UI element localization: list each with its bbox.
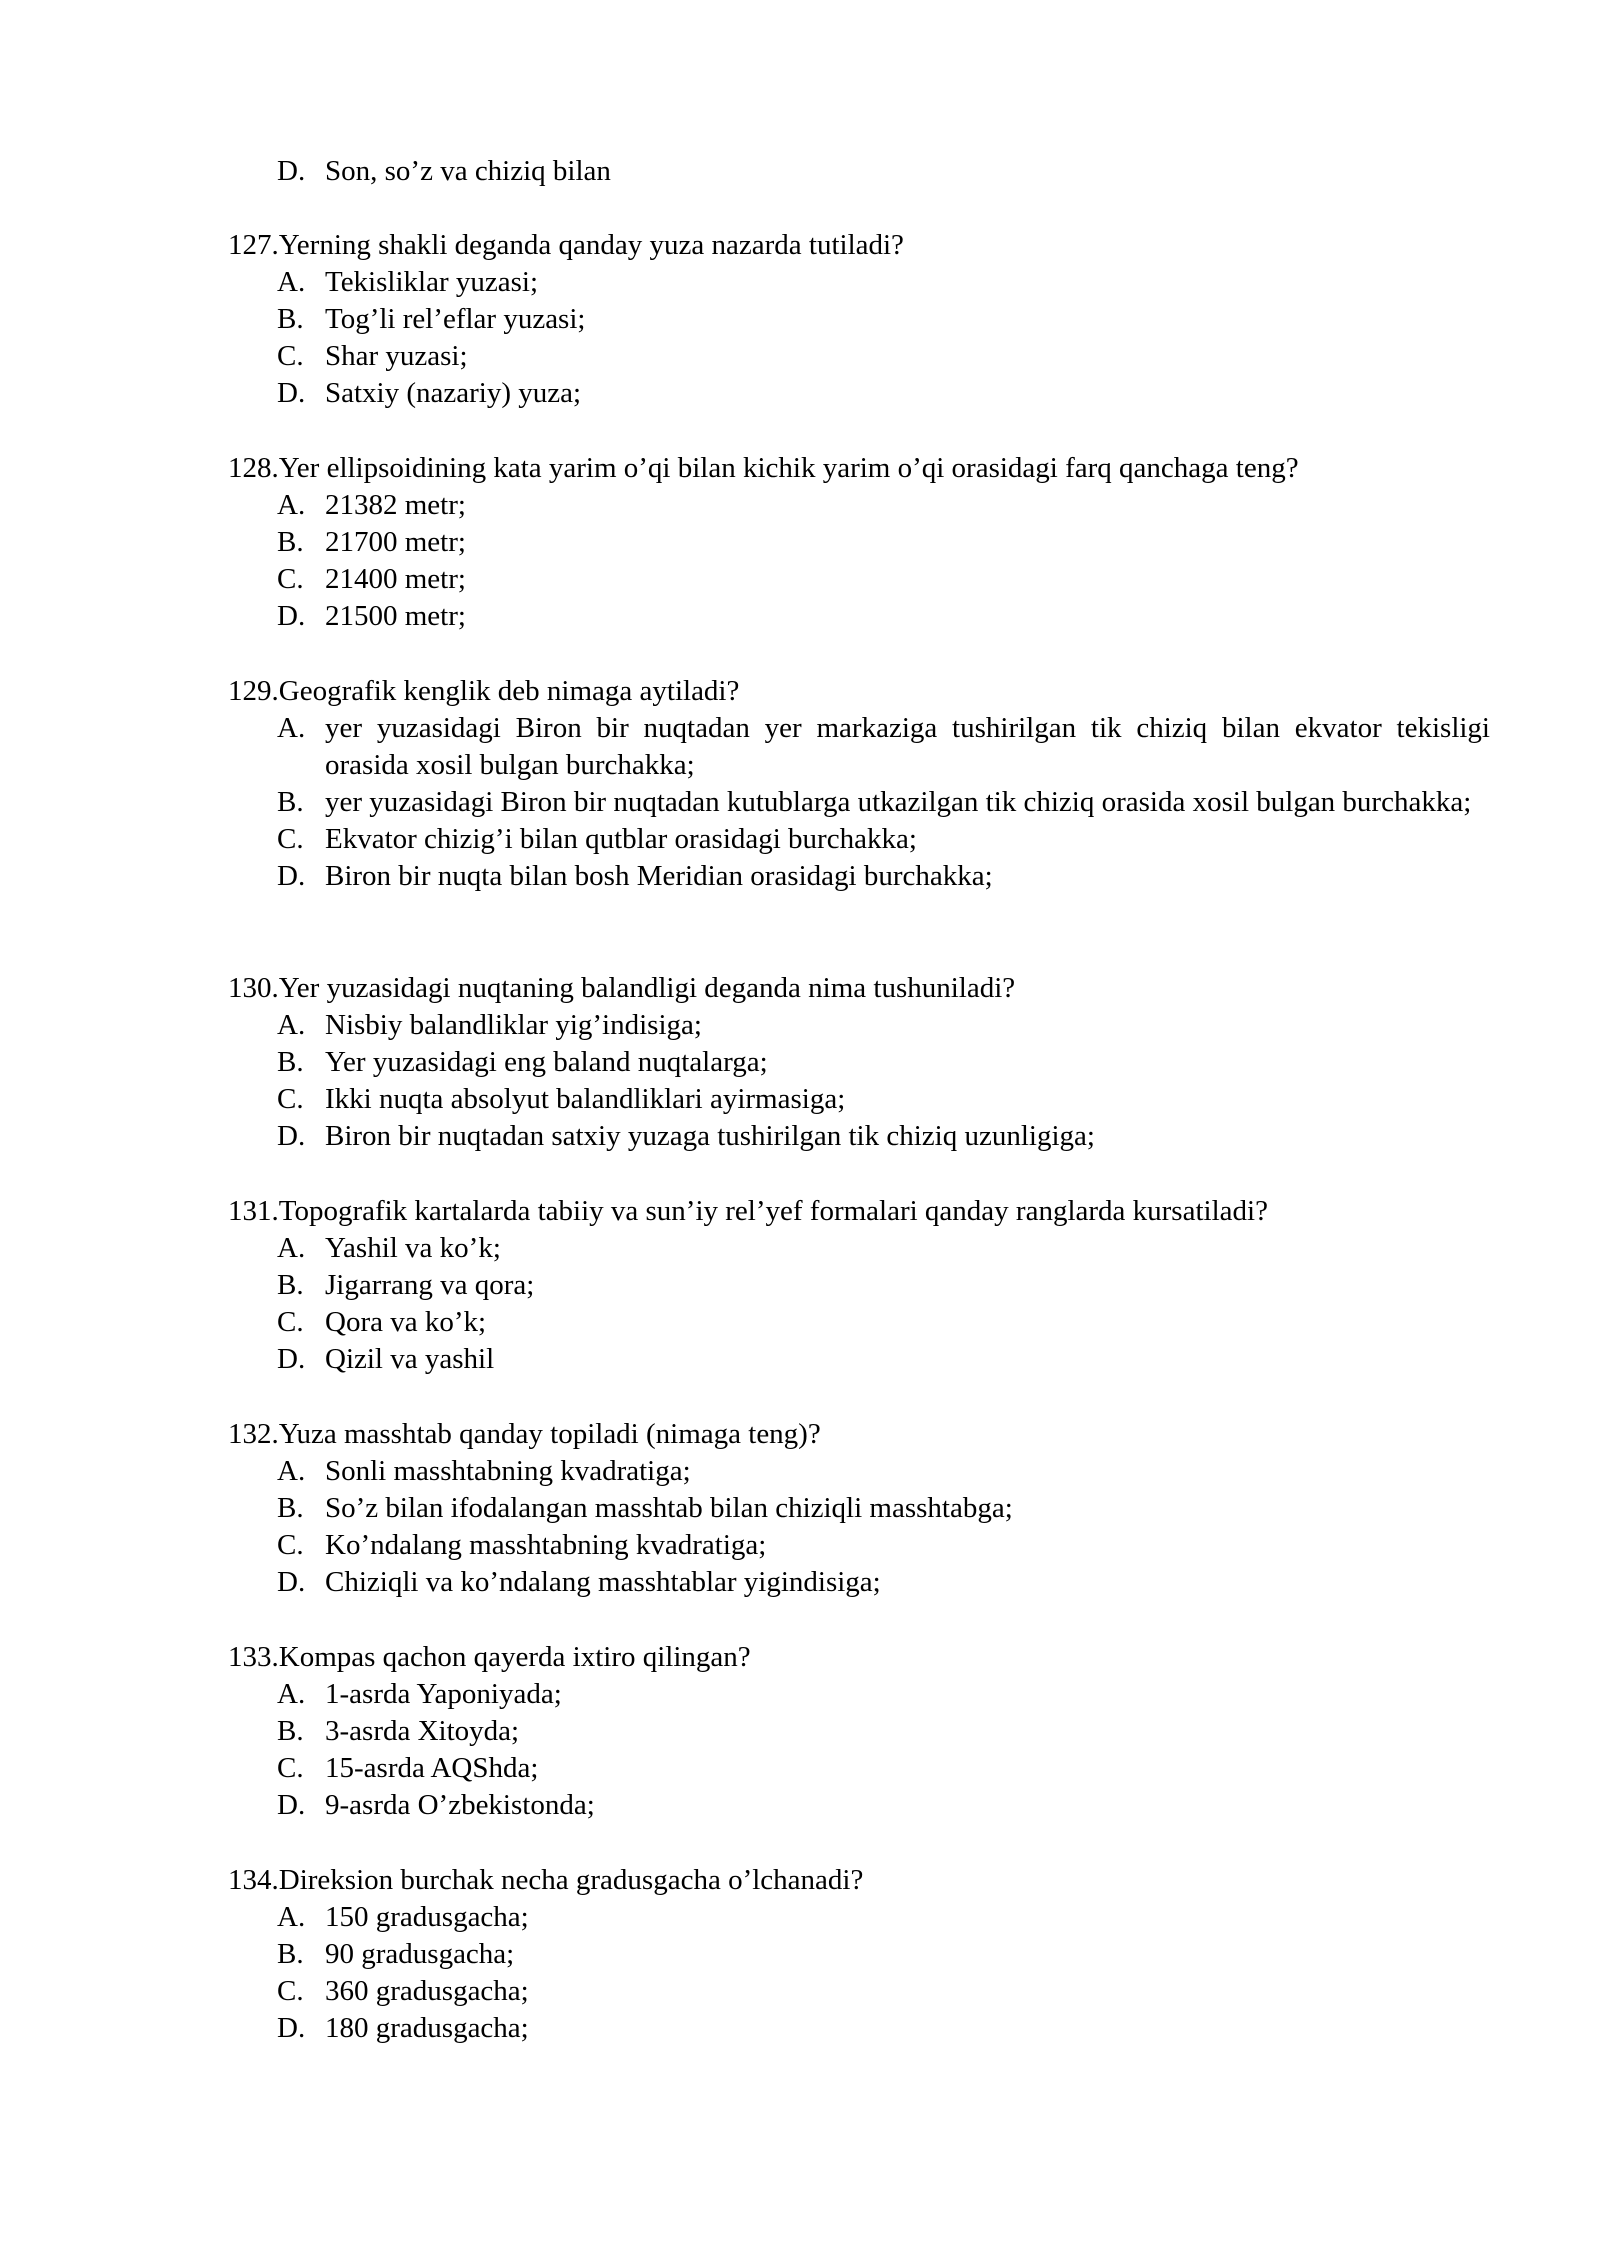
option-item	[228, 1341, 1490, 1378]
option-text: Qizil va yashil	[325, 1343, 495, 1375]
option-letter: B.	[277, 1046, 304, 1078]
option-letter: A.	[277, 1901, 306, 1933]
option-item	[228, 153, 1490, 190]
option-letter: A.	[277, 712, 306, 744]
question-132	[228, 1416, 1490, 1601]
option-item	[228, 1267, 1490, 1304]
option-item	[228, 1118, 1490, 1155]
option-text: Ko’ndalang masshtabning kvadratiga;	[325, 1529, 767, 1561]
options-list	[228, 264, 1490, 412]
option-letter: A.	[277, 1455, 306, 1487]
option-text: 9-asrda O’zbekistonda;	[325, 1789, 595, 1821]
question-133	[228, 1639, 1490, 1824]
option-text: Tekisliklar yuzasi;	[325, 266, 538, 298]
question-134	[228, 1862, 1490, 2047]
option-text: 150 gradusgacha;	[325, 1901, 529, 1933]
option-letter: A.	[277, 489, 306, 521]
option-text: 3-asrda Xitoyda;	[325, 1715, 520, 1747]
options-list	[228, 1007, 1490, 1155]
options-list	[228, 487, 1490, 635]
options-list	[228, 710, 1490, 895]
option-letter: C.	[277, 1752, 304, 1784]
option-item	[228, 858, 1490, 895]
option-item	[228, 1490, 1490, 1527]
option-item	[228, 1527, 1490, 1564]
option-text: Ekvator chizig’i bilan qutblar orasidagi burchakka;	[325, 823, 917, 855]
options-list	[228, 1453, 1490, 1601]
option-letter: B.	[277, 1715, 304, 1747]
option-letter: C.	[277, 1975, 304, 2007]
option-item	[228, 821, 1490, 858]
option-item	[228, 1713, 1490, 1750]
option-item	[228, 1750, 1490, 1787]
option-text: Yashil va ko’k;	[325, 1232, 501, 1264]
option-item	[228, 375, 1490, 412]
option-letter: B.	[277, 526, 304, 558]
option-text: 1-asrda Yaponiyada;	[325, 1678, 562, 1710]
option-item	[228, 1787, 1490, 1824]
option-letter: D.	[277, 860, 306, 892]
option-text: 21700 metr;	[325, 526, 466, 558]
option-letter: C.	[277, 1083, 304, 1115]
option-letter: B.	[277, 303, 304, 335]
option-text: Sonli masshtabning kvadratiga;	[325, 1455, 691, 1487]
options-list	[228, 1676, 1490, 1824]
option-item	[228, 784, 1490, 821]
option-text: Satxiy (nazariy) yuza;	[325, 377, 582, 409]
option-letter: C.	[277, 1306, 304, 1338]
option-text: So’z bilan ifodalangan masshtab bilan chiziqli masshtabga;	[325, 1492, 1013, 1524]
option-text: 21382 metr;	[325, 489, 466, 521]
question-128	[228, 450, 1490, 635]
question-text: 129.Geografik kenglik deb nimaga aytiladi?	[228, 675, 740, 707]
option-item	[228, 264, 1490, 301]
option-letter: B.	[277, 1938, 304, 1970]
option-item	[228, 1453, 1490, 1490]
question-text: 130.Yer yuzasidagi nuqtaning balandligi deganda nima tushuniladi?	[228, 972, 1016, 1004]
question-text: 127.Yerning shakli deganda qanday yuza nazarda tutiladi?	[228, 229, 904, 261]
option-letter: B.	[277, 1269, 304, 1301]
option-letter: D.	[277, 155, 306, 187]
option-item	[228, 301, 1490, 338]
option-item	[228, 1304, 1490, 1341]
option-item	[228, 561, 1490, 598]
option-item	[228, 524, 1490, 561]
option-item	[228, 710, 1490, 784]
option-text: Jigarrang va qora;	[325, 1269, 535, 1301]
option-item	[228, 1936, 1490, 1973]
option-letter: A.	[277, 266, 306, 298]
question-131	[228, 1193, 1490, 1378]
option-text: Son, so’z va chiziq bilan	[325, 155, 611, 187]
option-letter: D.	[277, 600, 306, 632]
option-letter: C.	[277, 1529, 304, 1561]
option-text: yer yuzasidagi Biron bir nuqtadan kutublarga utkazilgan tik chiziq orasida xosil bulgan burchakka;	[325, 786, 1472, 818]
question-130	[228, 970, 1490, 1155]
question-text: 128.Yer ellipsoidining kata yarim o’qi bilan kichik yarim o’qi orasidagi farq qanchaga teng?	[228, 452, 1299, 484]
option-letter: A.	[277, 1232, 306, 1264]
question-text: 134.Direksion burchak necha gradusgacha o’lchanadi?	[228, 1864, 864, 1896]
option-text: Chiziqli va ko’ndalang masshtablar yigindisiga;	[325, 1566, 881, 1598]
option-letter: D.	[277, 377, 306, 409]
option-letter: B.	[277, 1492, 304, 1524]
option-text: Yer yuzasidagi eng baland nuqtalarga;	[325, 1046, 768, 1078]
option-text: Qora va ko’k;	[325, 1306, 487, 1338]
question-text: 133.Kompas qachon qayerda ixtiro qilingan?	[228, 1641, 751, 1673]
option-text: 21400 metr;	[325, 563, 466, 595]
option-letter: A.	[277, 1009, 306, 1041]
option-item	[228, 1676, 1490, 1713]
option-item	[228, 1899, 1490, 1936]
option-text: Ikki nuqta absolyut balandliklari ayirmasiga;	[325, 1083, 846, 1115]
option-letter: D.	[277, 1120, 306, 1152]
option-item	[228, 1973, 1490, 2010]
option-item	[228, 1230, 1490, 1267]
option-letter: D.	[277, 2012, 306, 2044]
option-text: yer yuzasidagi Biron bir nuqtadan yer markaziga tushirilgan tik chiziq bilan ekvator tekisligi orasida xosil bulgan burchakka;	[325, 712, 1490, 781]
question-127	[228, 227, 1490, 412]
option-item	[228, 598, 1490, 635]
option-letter: D.	[277, 1789, 306, 1821]
option-letter: D.	[277, 1566, 306, 1598]
option-text: Biron bir nuqta bilan bosh Meridian orasidagi burchakka;	[325, 860, 993, 892]
option-text: 15-asrda AQShda;	[325, 1752, 539, 1784]
options-list	[228, 1230, 1490, 1378]
option-item	[228, 1044, 1490, 1081]
options-list	[228, 1899, 1490, 2047]
option-text: Nisbiy balandliklar yig’indisiga;	[325, 1009, 702, 1041]
option-item	[228, 487, 1490, 524]
option-text: Biron bir nuqtadan satxiy yuzaga tushirilgan tik chiziq uzunligiga;	[325, 1120, 1095, 1152]
option-item	[228, 1007, 1490, 1044]
carryover-option-block	[228, 153, 1490, 190]
option-letter: C.	[277, 823, 304, 855]
option-item	[228, 1564, 1490, 1601]
option-text: Shar yuzasi;	[325, 340, 468, 372]
option-text: Tog’li rel’eflar yuzasi;	[325, 303, 586, 335]
option-letter: C.	[277, 563, 304, 595]
option-letter: A.	[277, 1678, 306, 1710]
option-text: 360 gradusgacha;	[325, 1975, 529, 2007]
option-letter: C.	[277, 340, 304, 372]
question-text: 131.Topografik kartalarda tabiiy va sun’iy rel’yef formalari qanday ranglarda kursatiladi?	[228, 1195, 1268, 1227]
question-text: 132.Yuza masshtab qanday topiladi (nimaga teng)?	[228, 1418, 821, 1450]
option-letter: B.	[277, 786, 304, 818]
option-text: 90 gradusgacha;	[325, 1938, 515, 1970]
options-list	[228, 153, 1490, 190]
option-item	[228, 2010, 1490, 2047]
option-text: 21500 metr;	[325, 600, 466, 632]
option-text: 180 gradusgacha;	[325, 2012, 529, 2044]
option-letter: D.	[277, 1343, 306, 1375]
option-item	[228, 338, 1490, 375]
question-129	[228, 673, 1490, 895]
option-item	[228, 1081, 1490, 1118]
